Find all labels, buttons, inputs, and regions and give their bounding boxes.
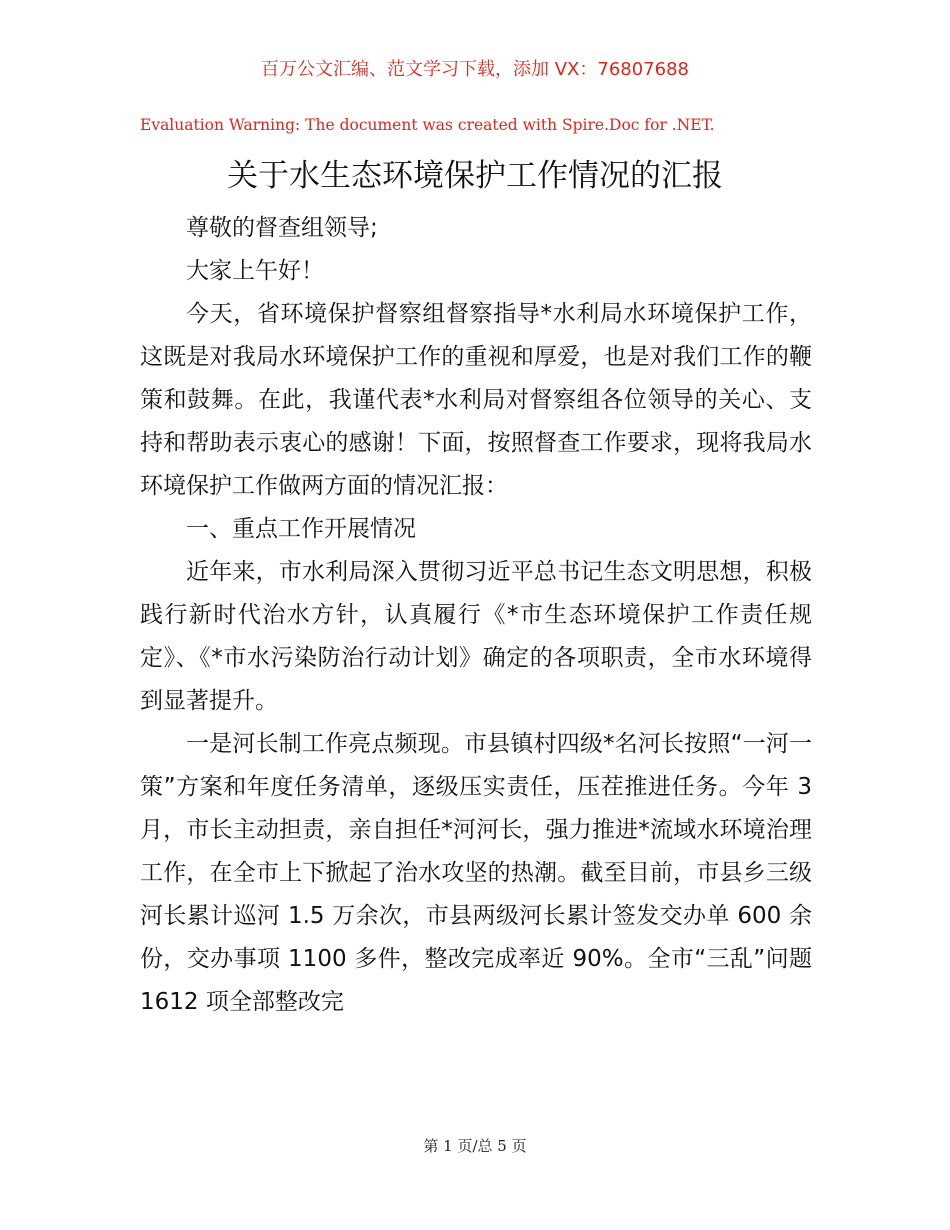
paragraph-overview: 近年来，市水利局深入贯彻习近平总书记生态文明思想，积极践行新时代治水方针，认真履行《*市生态环境保护工作责任规定》、《*市水污染防治行动计划》确定的各项职责，全市水环境得到显著提升。 xyxy=(140,559,812,714)
paragraph-intro: 今天，省环境保护督察组督察指导*水利局水环境保护工作，这既是对我局水环境保护工作的重视和厚爱，也是对我们工作的鞭策和鼓舞。在此，我谨代表*水利局对督察组各位领导的关心、支持和帮助表示衷心的感谢！下面，按照督查工作要求，现将我局水环境保护工作做两方面的情况汇报： xyxy=(140,301,812,499)
section-heading-1: 一、重点工作开展情况 xyxy=(186,516,416,542)
document-body xyxy=(140,207,812,1024)
evaluation-warning: Evaluation Warning: The document was created with Spire.Doc for .NET. xyxy=(140,116,715,134)
promo-header: 百万公文汇编、范文学习下载，添加 VX：76807688 xyxy=(261,59,689,80)
greeting: 大家上午好！ xyxy=(186,258,324,284)
salutation: 尊敬的督查组领导; xyxy=(186,215,378,241)
document-title: 关于水生态环境保护工作情况的汇报 xyxy=(227,158,723,194)
page-footer: 第 1 页/总 5 页 xyxy=(423,1137,527,1155)
paragraph-river-chief: 一是河长制工作亮点频现。市县镇村四级*名河长按照“一河一策”方案和年度任务清单，逐级压实责任，压茬推进任务。今年 3 月，市长主动担责，亲自担任*河河长，强力推进*流域水环境治理工作，在全市上下掀起了治水攻坚的热潮。截至目前，市县乡三级河长累计巡河 1.5 万余次，市县两级河长累计签发交办单 600 余份，交办事项 1100 多件，整改完成率近 90%。全市“三乱”问题 1612 项全部整改完 xyxy=(140,731,812,1015)
